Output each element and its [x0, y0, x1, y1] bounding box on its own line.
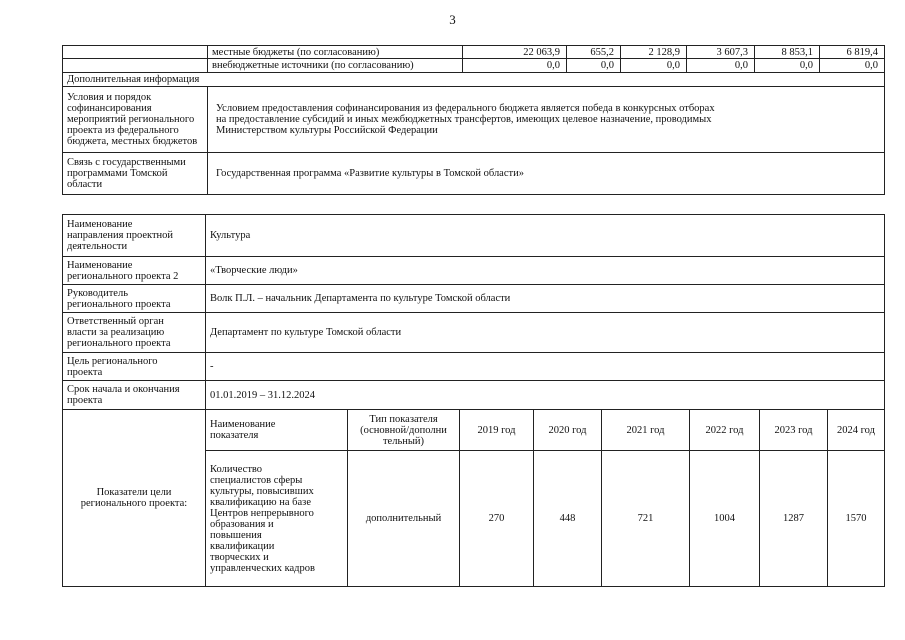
- project-row: [63, 215, 885, 257]
- project-field-value: «Творческие люди»: [206, 257, 885, 285]
- project-field-value: 01.01.2019 – 31.12.2024: [206, 381, 885, 410]
- indicator-type: дополнительный: [348, 451, 460, 587]
- indicators-section-label: Показатели цели регионального проекта:: [63, 410, 206, 587]
- cofinancing-label: Условия и порядок софинансирования мероприятий регионального проекта из федерального бюджета, местных бюджетов: [63, 87, 208, 153]
- financing-table: [62, 45, 885, 195]
- indicator-name: Количество специалистов сферы культуры, повысивших квалификацию на базе Центров непрерывного образования и повышения квалификации творческих и управленческих кадров: [206, 451, 348, 587]
- state-programs-text: Государственная программа «Развитие культуры в Томской области»: [208, 153, 885, 195]
- cofinancing-row: [63, 87, 885, 153]
- project-field-label: Наименование регионального проекта 2: [63, 257, 206, 285]
- budget-value: 0,0: [463, 59, 567, 73]
- state-programs-row: [63, 153, 885, 195]
- indicator-value: 1570: [828, 451, 885, 587]
- project-field-label: Цель регионального проекта: [63, 353, 206, 381]
- budget-value: 0,0: [820, 59, 885, 73]
- budget-value: 3 607,3: [687, 46, 755, 59]
- indicator-value: 1287: [760, 451, 828, 587]
- budget-value: 22 063,9: [463, 46, 567, 59]
- project-row: [63, 285, 885, 313]
- budget-row-local: [63, 46, 885, 59]
- budget-value: 6 819,4: [820, 46, 885, 59]
- budget-label: местные бюджеты (по согласованию): [208, 46, 463, 59]
- budget-value: 0,0: [567, 59, 621, 73]
- year-header: 2022 год: [690, 410, 760, 451]
- indicator-value: 448: [534, 451, 602, 587]
- indicator-value: 721: [602, 451, 690, 587]
- project-passport-table: [62, 214, 885, 587]
- project-row: [63, 313, 885, 353]
- additional-info-label: Дополнительная информация: [63, 73, 885, 87]
- indicator-value: 1004: [690, 451, 760, 587]
- project-field-label: Руководитель регионального проекта: [63, 285, 206, 313]
- project-field-label: Ответственный орган власти за реализацию регионального проекта: [63, 313, 206, 353]
- project-field-value: Культура: [206, 215, 885, 257]
- budget-value: 0,0: [755, 59, 820, 73]
- year-header: 2024 год: [828, 410, 885, 451]
- project-row: [63, 381, 885, 410]
- year-header: 2023 год: [760, 410, 828, 451]
- project-field-value: -: [206, 353, 885, 381]
- budget-row-extrabudget: [63, 59, 885, 73]
- indicator-name-header: Наименование показателя: [206, 410, 348, 451]
- year-header: 2020 год: [534, 410, 602, 451]
- project-field-label: Наименование направления проектной деятельности: [63, 215, 206, 257]
- cofinancing-text: Условием предоставления софинансирования из федерального бюджета является победа в конкурсных отборах на предоставление субсидий и иных межбюджетных трансфертов, имеющих целевое назначение, проводимых Министерством культуры Российской Федерации: [208, 87, 885, 153]
- additional-info-row: [63, 73, 885, 87]
- project-row: [63, 353, 885, 381]
- budget-value: 655,2: [567, 46, 621, 59]
- state-programs-label: Связь с государственными программами Томской области: [63, 153, 208, 195]
- budget-value: 2 128,9: [621, 46, 687, 59]
- budget-value: 0,0: [687, 59, 755, 73]
- indicator-type-header: Тип показателя (основной/дополни тельный): [348, 410, 460, 451]
- empty-cell: [63, 59, 208, 73]
- budget-value: 0,0: [621, 59, 687, 73]
- year-header: 2021 год: [602, 410, 690, 451]
- page-number: 3: [449, 12, 456, 27]
- project-field-label: Срок начала и окончания проекта: [63, 381, 206, 410]
- year-header: 2019 год: [460, 410, 534, 451]
- project-field-value: Департамент по культуре Томской области: [206, 313, 885, 353]
- budget-label: внебюджетные источники (по согласованию): [208, 59, 463, 73]
- project-row: [63, 257, 885, 285]
- empty-cell: [63, 46, 208, 59]
- indicators-header-row: [63, 410, 885, 451]
- budget-value: 8 853,1: [755, 46, 820, 59]
- indicator-value: 270: [460, 451, 534, 587]
- project-field-value: Волк П.Л. – начальник Департамента по культуре Томской области: [206, 285, 885, 313]
